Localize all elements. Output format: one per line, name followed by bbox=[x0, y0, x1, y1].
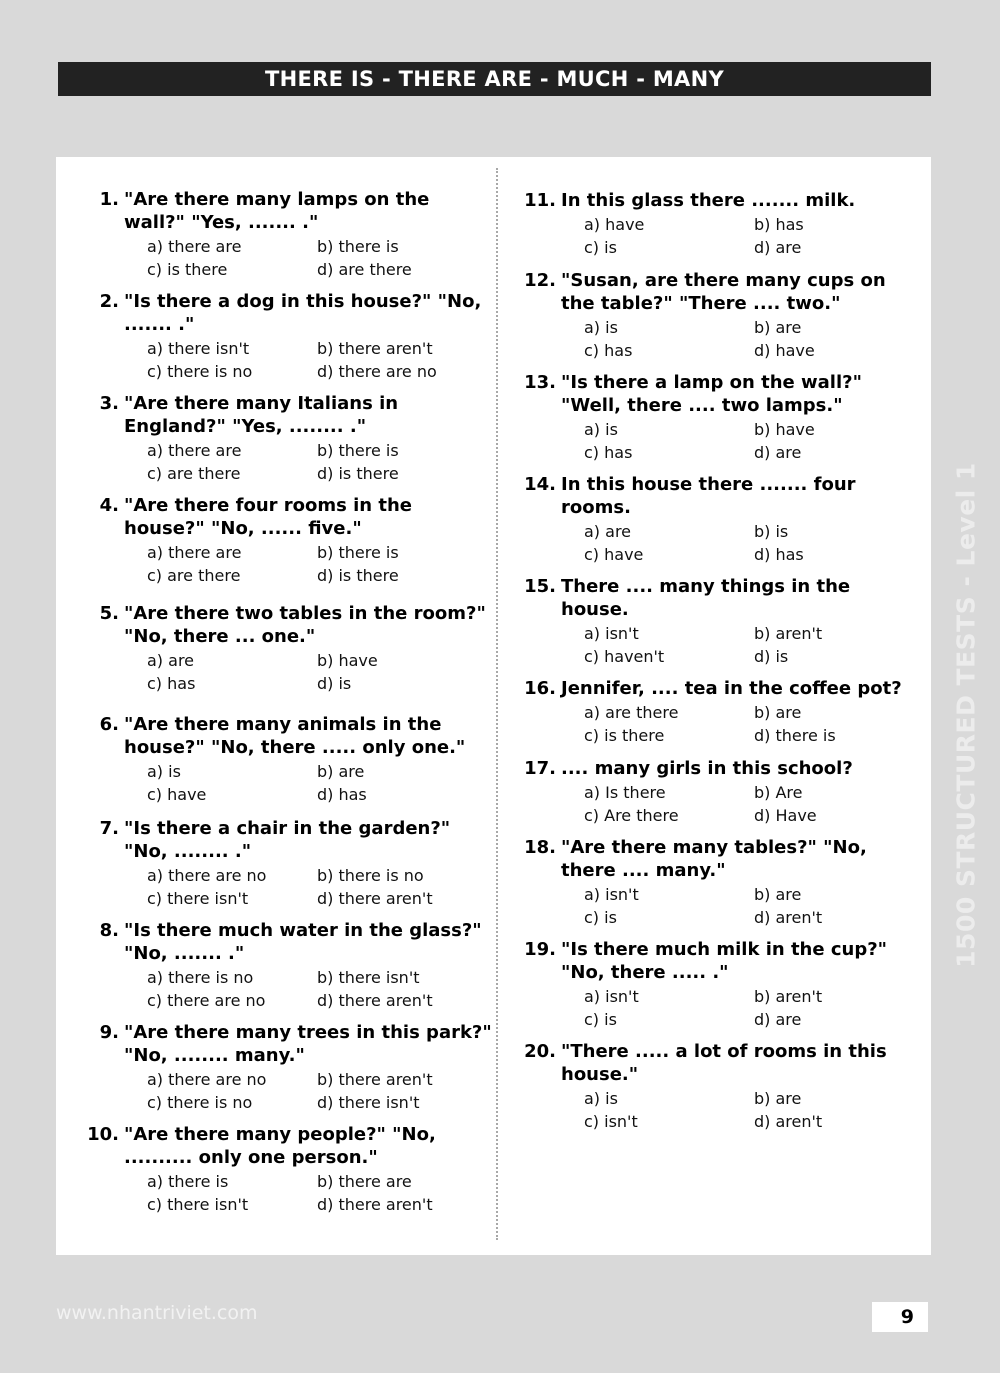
answer-option: b) aren't bbox=[754, 987, 823, 1006]
answer-options bbox=[147, 1170, 494, 1216]
question-prompt: There .... many things in the house. bbox=[561, 576, 851, 620]
answer-option: a) there are bbox=[147, 543, 242, 562]
answer-options bbox=[584, 1087, 913, 1133]
answer-option: d) is there bbox=[317, 464, 399, 483]
page-title: THERE IS - THERE ARE - MUCH - MANY bbox=[58, 62, 931, 96]
answer-option: b) are bbox=[317, 762, 365, 781]
answer-option: d) is there bbox=[317, 566, 399, 585]
answer-options bbox=[147, 337, 494, 383]
question-text bbox=[99, 290, 494, 336]
question-item bbox=[524, 371, 913, 464]
question-item bbox=[524, 189, 913, 259]
answer-option: d) there are no bbox=[317, 362, 437, 381]
question-prompt: In this glass there ....... milk. bbox=[561, 190, 856, 211]
answer-option: a) Is there bbox=[584, 783, 666, 802]
question-prompt: "Is there a chair in the garden?" "No, ........ ." bbox=[124, 818, 451, 862]
question-text bbox=[99, 392, 494, 438]
question-item bbox=[524, 677, 913, 747]
question-item bbox=[99, 188, 494, 281]
answer-option: a) there are bbox=[147, 237, 242, 256]
answer-option: a) are bbox=[584, 522, 632, 541]
answer-option: d) has bbox=[754, 545, 804, 564]
answer-options bbox=[147, 760, 494, 806]
answer-options bbox=[584, 622, 913, 668]
answer-option: a) isn't bbox=[584, 885, 639, 904]
question-item bbox=[524, 575, 913, 668]
question-text bbox=[524, 269, 913, 315]
question-number: 9. bbox=[99, 1022, 119, 1043]
question-item bbox=[99, 392, 494, 485]
question-prompt: Jennifer, .... tea in the coffee pot? bbox=[561, 678, 902, 699]
answer-option: c) is there bbox=[147, 260, 228, 279]
answer-option: d) are bbox=[754, 238, 802, 257]
answer-option: c) there are no bbox=[147, 991, 266, 1010]
question-number: 6. bbox=[99, 714, 119, 735]
answer-option: d) has bbox=[317, 785, 367, 804]
answer-option: b) are bbox=[754, 318, 802, 337]
question-prompt: "Are there many trees in this park?" "No, ........ many." bbox=[124, 1022, 492, 1066]
question-text bbox=[524, 371, 913, 417]
question-number: 14. bbox=[524, 474, 556, 495]
answer-options bbox=[147, 541, 494, 587]
answer-option: c) is bbox=[584, 238, 617, 257]
question-text bbox=[87, 1123, 494, 1169]
answer-options bbox=[584, 701, 913, 747]
answer-option: b) there aren't bbox=[317, 339, 433, 358]
answer-option: c) there is no bbox=[147, 1093, 253, 1112]
question-number: 11. bbox=[524, 190, 556, 211]
question-text bbox=[99, 188, 494, 234]
question-text bbox=[99, 713, 494, 759]
answer-option: a) isn't bbox=[584, 624, 639, 643]
answer-option: d) have bbox=[754, 341, 815, 360]
question-text bbox=[524, 189, 913, 212]
answer-option: a) is bbox=[584, 420, 618, 439]
answer-option: b) aren't bbox=[754, 624, 823, 643]
answer-option: a) is bbox=[584, 1089, 618, 1108]
answer-option: a) there is bbox=[147, 1172, 229, 1191]
question-prompt: In this house there ....... four rooms. bbox=[561, 474, 856, 518]
answer-option: b) there is no bbox=[317, 866, 424, 885]
answer-option: c) is bbox=[584, 908, 617, 927]
question-number: 12. bbox=[524, 270, 556, 291]
answer-option: b) is bbox=[754, 522, 789, 541]
question-item bbox=[524, 1040, 913, 1133]
answer-option: a) there are no bbox=[147, 866, 267, 885]
answer-option: c) has bbox=[147, 674, 196, 693]
question-item bbox=[524, 836, 913, 929]
answer-option: d) there is bbox=[754, 726, 836, 745]
answer-option: c) are there bbox=[147, 566, 241, 585]
question-number: 16. bbox=[524, 678, 556, 699]
answer-option: d) aren't bbox=[754, 908, 823, 927]
answer-options bbox=[584, 316, 913, 362]
answer-option: a) are bbox=[147, 651, 195, 670]
question-prompt: "Is there much milk in the cup?" "No, there ..... ." bbox=[561, 939, 888, 983]
question-text bbox=[99, 919, 494, 965]
question-prompt: "Is there much water in the glass?" "No, ....... ." bbox=[124, 920, 482, 964]
answer-option: c) has bbox=[584, 443, 633, 462]
answer-option: c) there is no bbox=[147, 362, 253, 381]
answer-option: b) have bbox=[754, 420, 815, 439]
answer-options bbox=[147, 864, 494, 910]
question-number: 17. bbox=[524, 758, 556, 779]
question-number: 4. bbox=[99, 495, 119, 516]
book-side-label: 1500 STRUCTURED TESTS - Level 1 bbox=[951, 462, 981, 968]
question-prompt: "Susan, are there many cups on the table?" "There .... two." bbox=[561, 270, 886, 314]
answer-option: a) there are no bbox=[147, 1070, 267, 1089]
question-item bbox=[99, 817, 494, 910]
question-text bbox=[99, 602, 494, 648]
answer-option: d) there aren't bbox=[317, 991, 433, 1010]
question-text bbox=[524, 836, 913, 882]
answer-option: c) isn't bbox=[584, 1112, 638, 1131]
answer-option: c) is bbox=[584, 1010, 617, 1029]
answer-option: b) there isn't bbox=[317, 968, 420, 987]
answer-option: b) there is bbox=[317, 441, 399, 460]
answer-option: c) is there bbox=[584, 726, 665, 745]
question-text bbox=[99, 494, 494, 540]
answer-option: b) Are bbox=[754, 783, 803, 802]
question-number: 5. bbox=[99, 603, 119, 624]
answer-option: b) are bbox=[754, 1089, 802, 1108]
question-item bbox=[524, 938, 913, 1031]
question-number: 1. bbox=[99, 189, 119, 210]
question-prompt: "Are there four rooms in the house?" "No, ...... five." bbox=[124, 495, 413, 539]
answer-option: c) has bbox=[584, 341, 633, 360]
page-number: 9 bbox=[872, 1302, 928, 1332]
answer-option: a) have bbox=[584, 215, 645, 234]
question-number: 18. bbox=[524, 837, 556, 858]
question-number: 7. bbox=[99, 818, 119, 839]
answer-options bbox=[584, 883, 913, 929]
question-item bbox=[99, 290, 494, 383]
answer-option: b) has bbox=[754, 215, 804, 234]
answer-option: d) there aren't bbox=[317, 889, 433, 908]
answer-option: b) are bbox=[754, 703, 802, 722]
answer-option: a) are there bbox=[584, 703, 679, 722]
question-item bbox=[524, 473, 913, 566]
answer-options bbox=[584, 781, 913, 827]
answer-option: c) have bbox=[584, 545, 644, 564]
answer-option: d) is bbox=[754, 647, 789, 666]
answer-option: a) is bbox=[147, 762, 181, 781]
question-text bbox=[524, 1040, 913, 1086]
question-text bbox=[524, 938, 913, 984]
answer-options bbox=[584, 418, 913, 464]
question-number: 3. bbox=[99, 393, 119, 414]
question-number: 20. bbox=[524, 1041, 556, 1062]
question-item bbox=[99, 494, 494, 587]
answer-option: d) is bbox=[317, 674, 352, 693]
question-number: 13. bbox=[524, 372, 556, 393]
answer-option: b) have bbox=[317, 651, 378, 670]
question-item bbox=[99, 602, 494, 695]
answer-option: a) there isn't bbox=[147, 339, 250, 358]
question-item bbox=[99, 919, 494, 1012]
question-number: 2. bbox=[99, 291, 119, 312]
answer-option: b) there are bbox=[317, 1172, 412, 1191]
question-item bbox=[524, 757, 913, 827]
question-item bbox=[99, 713, 494, 806]
answer-options bbox=[584, 213, 913, 259]
question-text bbox=[524, 473, 913, 519]
question-number: 19. bbox=[524, 939, 556, 960]
answer-option: d) are there bbox=[317, 260, 412, 279]
answer-option: a) isn't bbox=[584, 987, 639, 1006]
question-prompt: .... many girls in this school? bbox=[561, 758, 853, 779]
answer-option: c) have bbox=[147, 785, 207, 804]
question-item bbox=[87, 1123, 494, 1216]
answer-option: a) there is no bbox=[147, 968, 254, 987]
website-watermark: www.nhantriviet.com bbox=[56, 1302, 258, 1324]
answer-option: d) there aren't bbox=[317, 1195, 433, 1214]
answer-option: d) Have bbox=[754, 806, 817, 825]
answer-option: d) are bbox=[754, 443, 802, 462]
question-text bbox=[524, 757, 913, 780]
answer-option: d) there isn't bbox=[317, 1093, 420, 1112]
answer-option: c) Are there bbox=[584, 806, 679, 825]
question-number: 8. bbox=[99, 920, 119, 941]
answer-options bbox=[147, 1068, 494, 1114]
answer-options bbox=[147, 235, 494, 281]
answer-option: b) are bbox=[754, 885, 802, 904]
question-number: 15. bbox=[524, 576, 556, 597]
answer-options bbox=[584, 520, 913, 566]
answer-options bbox=[147, 439, 494, 485]
question-item bbox=[524, 269, 913, 362]
answer-option: a) there are bbox=[147, 441, 242, 460]
question-prompt: "Are there many people?" "No, .......... only one person." bbox=[124, 1124, 436, 1168]
answer-option: b) there is bbox=[317, 543, 399, 562]
question-text bbox=[99, 817, 494, 863]
question-prompt: "Are there many Italians in England?" "Yes, ........ ." bbox=[124, 393, 399, 437]
answer-option: b) there is bbox=[317, 237, 399, 256]
question-prompt: "There ..... a lot of rooms in this house." bbox=[561, 1041, 887, 1085]
question-prompt: "Is there a lamp on the wall?" "Well, there .... two lamps." bbox=[561, 372, 862, 416]
answer-option: d) are bbox=[754, 1010, 802, 1029]
answer-option: a) is bbox=[584, 318, 618, 337]
answer-option: c) are there bbox=[147, 464, 241, 483]
column-divider bbox=[496, 168, 498, 1240]
question-prompt: "Are there many lamps on the wall?" "Yes, ....... ." bbox=[124, 189, 430, 233]
question-text bbox=[524, 677, 913, 700]
answer-option: c) there isn't bbox=[147, 889, 249, 908]
question-text bbox=[99, 1021, 494, 1067]
question-text bbox=[524, 575, 913, 621]
question-prompt: "Is there a dog in this house?" "No, ....... ." bbox=[124, 291, 482, 335]
question-prompt: "Are there two tables in the room?" "No, there ... one." bbox=[124, 603, 486, 647]
question-item bbox=[99, 1021, 494, 1114]
answer-options bbox=[584, 985, 913, 1031]
question-prompt: "Are there many tables?" "No, there .... many." bbox=[561, 837, 867, 881]
question-prompt: "Are there many animals in the house?" "No, there ..... only one." bbox=[124, 714, 466, 758]
answer-options bbox=[147, 649, 494, 695]
answer-option: c) there isn't bbox=[147, 1195, 249, 1214]
question-number: 10. bbox=[87, 1124, 119, 1145]
answer-option: c) haven't bbox=[584, 647, 665, 666]
answer-options bbox=[147, 966, 494, 1012]
answer-option: b) there aren't bbox=[317, 1070, 433, 1089]
answer-option: d) aren't bbox=[754, 1112, 823, 1131]
